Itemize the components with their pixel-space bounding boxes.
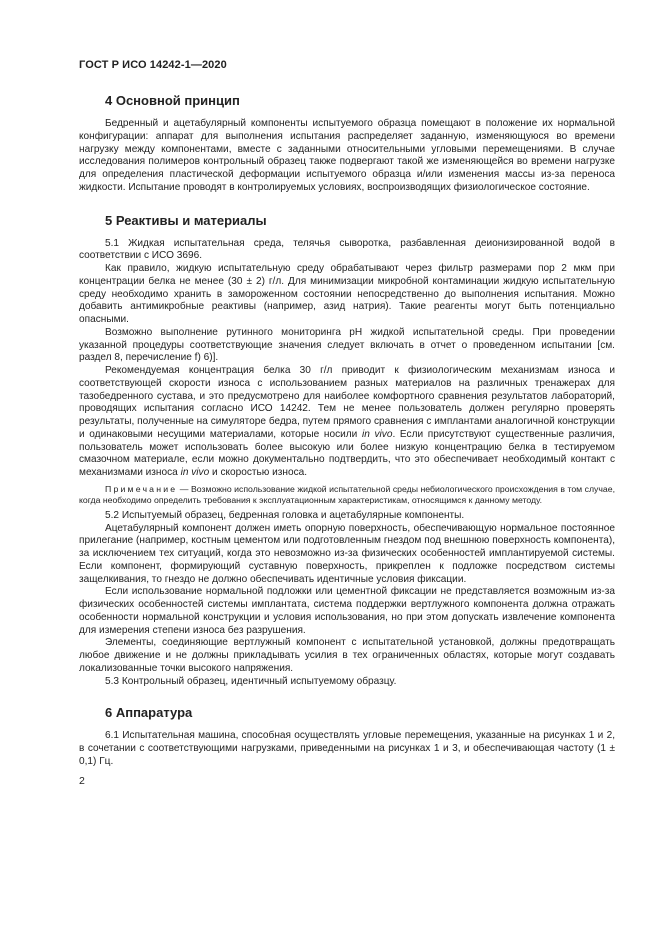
- paragraph-5-1-concentration: [79, 365, 615, 480]
- section-4: [79, 93, 615, 195]
- paragraph-5-2: 5.2 Испытуемый образец, бедренная головка и ацетабулярные компоненты.: [105, 509, 465, 521]
- section-5-title: 5 Реактивы и материалы: [105, 212, 267, 228]
- section-4-paragraph: Бедренный и ацетабулярный компоненты испытуемого образца помещают в положение их нормальной конфигурации: аппарат для выполнения испытания распределяет заданную, изменяющуюся во времени нагрузку между компонентами, вместе с заданными относительными угловыми перемещениями. В случае исследования полимеров контрольный образец также подвергают такой же изменяющейся во времени нагрузке для определения пластической деформации испытуемого образца и/или изменения массы из-за переноса жидкости. Испытание проводят в контролируемых условиях, воспроизводящих физиологическое состояние.: [79, 118, 615, 193]
- page-number: 2: [79, 774, 85, 787]
- paragraph-5-1-ph: Возможно выполнение рутинного мониторинга pH жидкой испытательной среды. При проведении указанной процедуры соответствующие значения следует включать в отчет о проведенном испытании [см. раздел 8, перечисление f) 6)].: [79, 326, 615, 364]
- paragraph-5-2-support: Если использование нормальной подложки или цементной фиксации не представляется возможным из-за физических особенностей системы имплантата, система поддержки вертлужного компонента должна отражать особенности нормальной конструкции и условия использования, но при этом допускать извлечение компонента для измерения степени износа без разрушения.: [79, 586, 615, 636]
- document-page: [79, 59, 615, 787]
- note-label: Примечание: [105, 483, 178, 494]
- standard-header: ГОСТ Р ИСО 14242-1—2020: [79, 59, 227, 71]
- section-6: [79, 705, 615, 768]
- note-text: — Возможно использование жидкой испытательной среды небиологического происхождения в том случае, когда необходимо определить требования к эксплуатационным характеристикам, относящимся к данному методу.: [79, 483, 615, 505]
- concentration-text-b: . Если присутствуют существенные различия, пользователь может использовать более высокую или более низкую концентрацию белка в тестируемом смазочном материале, если можно документально подтвердить, что это обеспечивает необходимый контакт с механизмами износа: [79, 428, 615, 478]
- paragraph-5-2-elements: Элементы, соединяющие вертлужный компонент с испытательной установкой, должны предотвращать любое движение и не должны прикладывать усилия в тех ограниченных областях, которые могут создавать локализованные точки высокого напряжения.: [79, 637, 615, 674]
- section-6-title: 6 Аппаратура: [105, 705, 193, 721]
- paragraph-6-1: 6.1 Испытательная машина, способная осуществлять угловые перемещения, указанные на рисунках 1 и 2, в сочетании с соответствующими нагрузками, приведенными на рисунках 1 и 3, и обеспечивающая частоту (1 ± 0,1) Гц.: [79, 730, 615, 767]
- concentration-text-a: Рекомендуемая концентрация белка 30 г/л приводит к физиологическим механизмам износа и соответствующей скорости износа с использованием разных материалов на различных тренажерах для тазобедренного сустава, и это предусмотрено для наиболее комфортного сравнения результатов лабораторий, проводящих испытания согласно ИСО 14242. Тем не менее пользователь должен регулярно проверять результаты, полученные на симуляторе бедра, путем прямого сравнения с имплантами аналогичной конструкции и одинаковыми несущими материалами, которые носили: [79, 365, 615, 440]
- section-5: [79, 213, 615, 689]
- note: [79, 484, 615, 506]
- paragraph-5-2-acetabular: Ацетабулярный компонент должен иметь опорную поверхность, обеспечивающую нормальное постоянное прилегание (например, костным цементом или подготовленным гнездом под внешнюю поверхность компонента), за исключением тех ситуаций, когда это невозможно из-за физических особенностей имплантируемой системы. Если компонент, формирующий суставную поверхность, прикреплен к подложке посредством системы защелкивания, то гнездо не должно обеспечивать идентичные условия фиксации.: [79, 522, 615, 585]
- paragraph-5-1: 5.1 Жидкая испытательная среда, телячья сыворотка, разбавленная деионизированной водой в соответствии с ИСО 3696.: [79, 237, 615, 262]
- concentration-text-c: и скоростью износа.: [209, 467, 308, 478]
- in-vivo-term: in vivo: [361, 428, 393, 440]
- paragraph-5-1-filter: Как правило, жидкую испытательную среду обрабатывают через фильтр размерами пор 2 мкм при концентрации белка не менее (30 ± 2) г/л. Для минимизации микробной контаминации жидкую испытательную среду необходимо хранить в замороженном состоянии непосредственно до выполнения испытания. Можно добавить антимикробные реактивы (например, азид натрия). Такие реагенты могут быть потенциально опасными.: [79, 263, 615, 325]
- in-vivo-term: in vivo: [180, 467, 210, 478]
- paragraph-5-3: 5.3 Контрольный образец, идентичный испытуемому образцу.: [105, 675, 397, 687]
- section-4-title: 4 Основной принцип: [105, 93, 240, 108]
